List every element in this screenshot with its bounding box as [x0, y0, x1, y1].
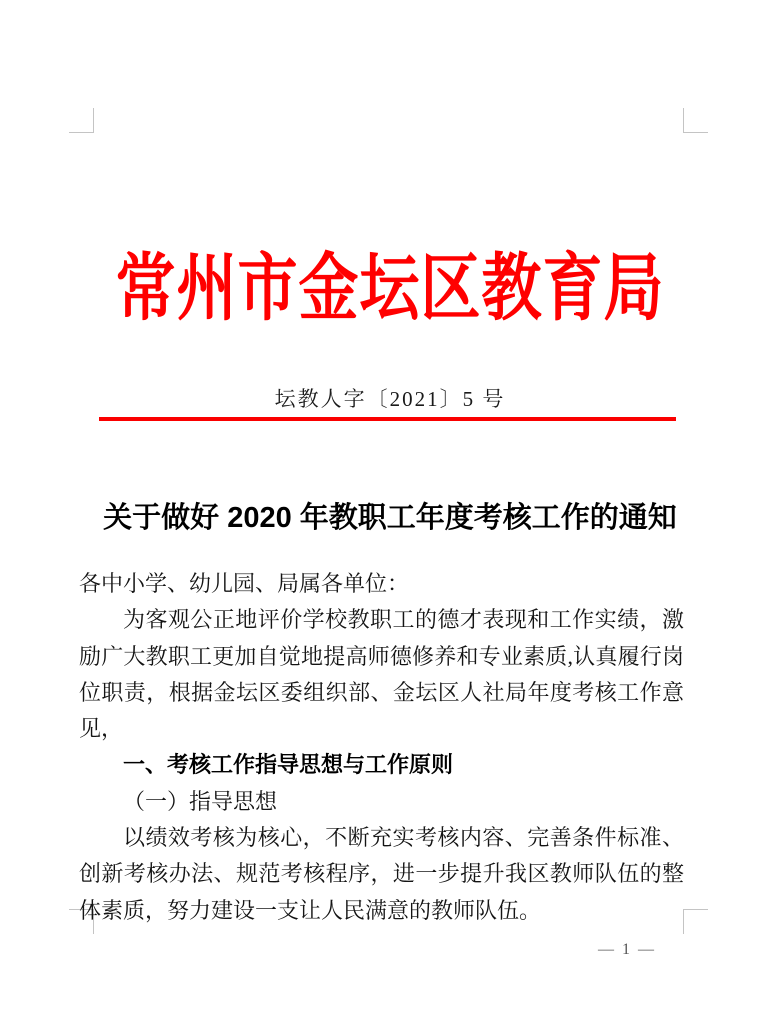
- crop-mark-top-right: [683, 108, 708, 133]
- salutation-line: 各中小学、幼儿园、局属各单位：: [79, 571, 410, 596]
- intro-paragraph: 为客观公正地评价学校教职工的德才表现和工作实绩，激励广大教职工更加自觉地提高师德修养和专业素质,认真履行岗位职责，根据金坛区委组织部、金坛区人社局年度考核工作意见，: [79, 607, 684, 742]
- notice-title: 关于做好 2020 年教职工年度考核工作的通知: [103, 502, 677, 534]
- crop-mark-bottom-right: [683, 909, 708, 934]
- page-number: — 1 —: [598, 941, 656, 958]
- document-number: 坛教人字〔2021〕5 号: [274, 387, 506, 411]
- document-body: [79, 566, 684, 929]
- agency-letterhead: 常州市金坛区教育局: [115, 248, 665, 329]
- subsection-heading: （一）指导思想: [123, 788, 278, 814]
- guiding-thought-paragraph: 以绩效考核为核心，不断充实考核内容、完善条件标准、创新考核办法、规范考核程序，进一步提升我区教师队伍的整体素质，努力建设一支让人民满意的教师队伍。: [79, 825, 684, 923]
- red-separator-line: [99, 417, 676, 421]
- section-heading: 一、考核工作指导思想与工作原则: [123, 752, 454, 778]
- crop-mark-top-left: [69, 108, 94, 133]
